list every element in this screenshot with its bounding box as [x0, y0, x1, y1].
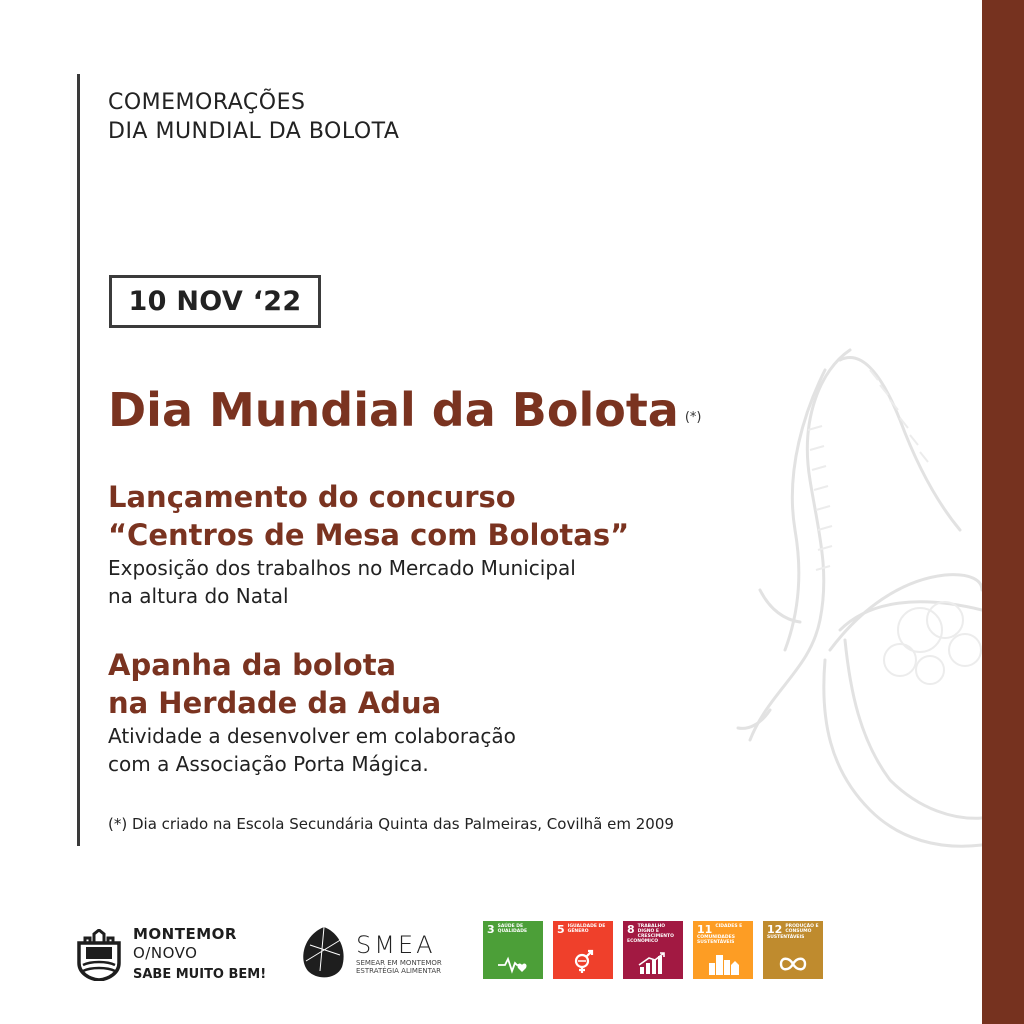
sdg-label: TRABALHO DIGNO E CRESCIMENTO ECONÓMICO: [627, 924, 674, 944]
main-title-text: Dia Mundial da Bolota: [108, 383, 679, 437]
footnote: (*) Dia criado na Escola Secundária Quinta das Palmeiras, Covilhã em 2009: [108, 815, 674, 833]
sdg-label: SAÚDE DE QUALIDADE: [497, 924, 528, 934]
sdg-number: 8: [627, 923, 635, 936]
heartbeat-icon: [497, 953, 529, 975]
smea-subtitle-1: SEMEAR EM MONTEMOR: [356, 959, 442, 967]
section-body-line-2: com a Associação Porta Mágica.: [108, 752, 429, 776]
montemor-logo: [75, 925, 266, 984]
smea-name: SMEA: [356, 931, 436, 959]
date-text: 10 NOV ‘22: [128, 286, 302, 317]
sdg-badge-11: [693, 921, 753, 979]
event-header: [108, 88, 399, 146]
sdg-badge-12: [763, 921, 823, 979]
section-harvest: [108, 646, 516, 778]
sdg-number: 3: [487, 923, 495, 936]
sdg-badges: [483, 921, 823, 979]
montemor-line-2: O/NOVO: [133, 944, 198, 962]
right-color-band: [982, 0, 1024, 1024]
smea-subtitle-2: ESTRATÉGIA ALIMENTAR: [356, 967, 442, 975]
main-title: [108, 382, 702, 438]
left-vertical-rule: [77, 74, 80, 846]
acorn-illustration: [730, 330, 982, 870]
header-line-1: COMEMORAÇÕES: [108, 90, 306, 115]
section-body-line-1: Exposição dos trabalhos no Mercado Municipal: [108, 556, 576, 580]
montemor-tagline: SABE MUITO BEM!: [133, 967, 267, 982]
sdg-badge-8: [623, 921, 683, 979]
section-heading-line-1: Apanha da bolota: [108, 648, 397, 682]
growth-chart-icon: [637, 951, 669, 975]
date-box: [109, 275, 321, 328]
city-icon: [707, 951, 739, 975]
infinity-icon: [777, 953, 809, 975]
sdg-badge-5: [553, 921, 613, 979]
castle-shield-icon: [75, 929, 123, 981]
montemor-line-1: MONTEMOR: [133, 925, 237, 943]
section-heading-line-2: na Herdade da Adua: [108, 686, 442, 720]
smea-seed-icon: [300, 925, 348, 981]
sdg-label: CIDADES E COMUNIDADES SUSTENTÁVEIS: [697, 924, 743, 945]
section-body-line-1: Atividade a desenvolver em colaboração: [108, 724, 516, 748]
section-heading-line-1: Lançamento do concurso: [108, 480, 516, 514]
section-heading-line-2: “Centros de Mesa com Bolotas”: [108, 518, 630, 552]
sdg-label: PRODUÇÃO E CONSUMO SUSTENTÁVEIS: [767, 924, 819, 940]
sdg-number: 5: [557, 923, 565, 936]
section-contest: [108, 478, 629, 610]
title-footnote-mark: (*): [684, 410, 702, 425]
sdg-badge-3: [483, 921, 543, 979]
sdg-number: 11: [697, 923, 713, 936]
section-body-line-2: na altura do Natal: [108, 584, 289, 608]
smea-logo: [300, 925, 442, 981]
header-line-2: DIA MUNDIAL DA BOLOTA: [108, 119, 400, 144]
sdg-label: IGUALDADE DE GÉNERO: [567, 924, 606, 934]
sdg-number: 12: [767, 923, 783, 936]
gender-icon: [567, 949, 599, 975]
